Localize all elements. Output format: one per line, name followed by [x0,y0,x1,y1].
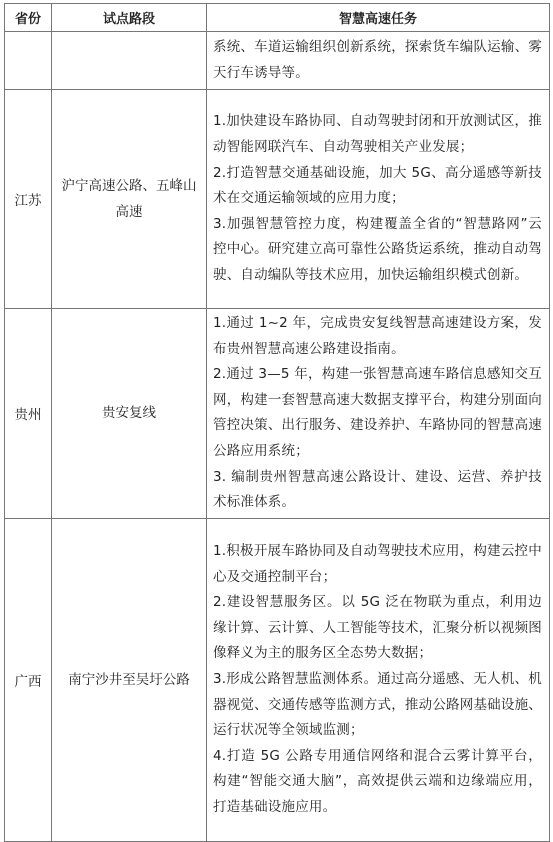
header-province: 省份 [5,4,52,32]
table-header-row [5,4,550,32]
province-cell: 贵州 [5,309,52,519]
task-item: 1.通过 1~2 年，完成贵安复线智慧高速建设方案，发布贵州智慧高速公路建设指南。 [213,315,542,357]
road-cell: 贵安复线 [52,309,207,519]
task-item: 2.建设智慧服务区。以 5G 泛在物联为重点，利用边缘计算、云计算、人工智能等技术，汇聚分析以视频图像释义为主的服务区全态势大数据； [213,594,542,662]
tasks-cell [207,90,550,309]
task-item: 2.通过 3—5 年，构建一张智慧高速车路信息感知交互网，构建一套智慧高速大数据支撑平台，构建分别面向管控决策、出行服务、建设养护、车路协同的智慧高速公路应用系统； [213,366,542,459]
task-item: 2.打造智慧交通基础设施，加大 5G、高分遥感等新技术在交通运输领域的应用力度； [213,164,542,207]
header-road: 试点路段 [52,4,207,32]
pilot-roads-table [4,3,550,842]
province-cell: 江苏 [5,90,52,309]
road-cell [52,32,207,90]
road-cell: 沪宁高速公路、五峰山高速 [52,90,207,309]
province-cell [5,32,52,90]
task-item: 3.加强智慧管控力度，构建覆盖全省的“智慧路网”云控中心。研究建立高可靠性公路货运系统，推动自动驾驶、自动编队等技术应用，加快运输组织模式创新。 [213,215,542,283]
task-item: 1.积极开展车路协同及自动驾驶技术应用，构建云控中心及交通控制平台； [213,542,542,585]
task-item: 1.加快建设车路协同、自动驾驶封闭和开放测试区，推动智能网联汽车、自动驾驶相关产业发展； [213,113,542,156]
header-tasks: 智慧高速任务 [207,4,550,32]
tasks-cell [207,518,550,841]
task-item: 3. 编制贵州智慧高速公路设计、建设、运营、养护技术标准体系。 [213,468,542,511]
tasks-cell [207,309,550,519]
table-row [5,309,550,519]
task-item: 4.打造 5G 公路专用通信网络和混合云雾计算平台，构建“智能交通大脑”，高效提供云端和边缘端应用，打造基础设施应用。 [213,747,542,815]
table-row [5,518,550,841]
table-row [5,90,550,309]
task-item: 系统、车道运输组织创新系统，探索货车编队运输、雾天行车诱导等。 [213,38,542,81]
task-item: 3.形成公路智慧监测体系。通过高分遥感、无人机、机器视觉、交通传感等监测方式，推动公路网基础设施、运行状况等全领域监测； [213,670,542,739]
province-cell: 广西 [5,518,52,841]
table-row [5,32,550,90]
tasks-cell [207,32,550,90]
road-cell: 南宁沙井至吴圩公路 [52,518,207,841]
